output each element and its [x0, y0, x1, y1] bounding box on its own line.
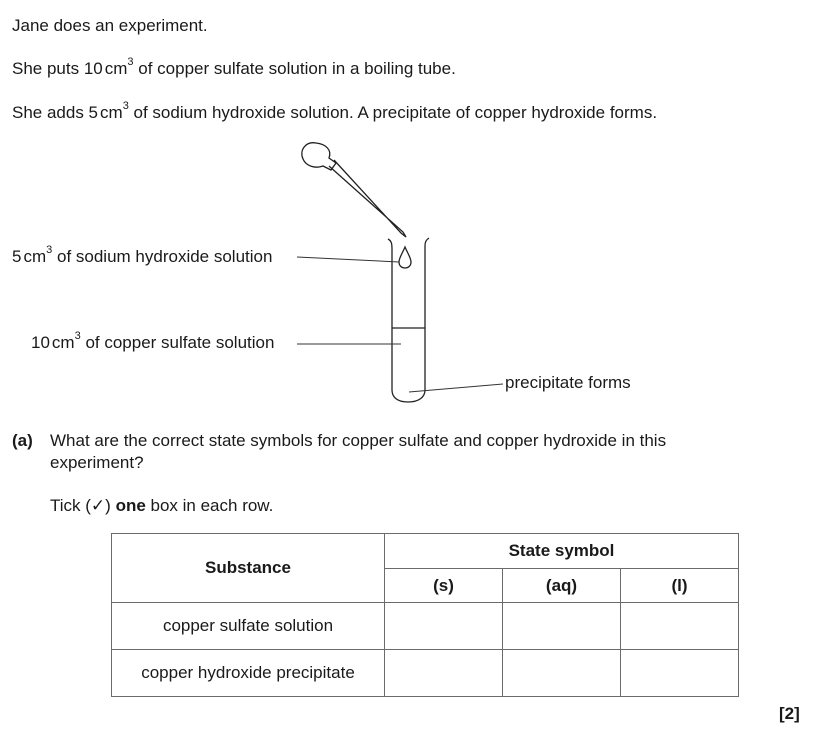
- column-header-s: (s): [385, 569, 503, 603]
- intro-line-2: [12, 56, 456, 79]
- table-row-copper-hydroxide: [112, 650, 739, 697]
- column-header-aq: (aq): [503, 569, 621, 603]
- intro-line-2-sup: 3: [127, 56, 134, 69]
- question-text-line-1: What are the correct state symbols for copper sulfate and copper hydroxide in this: [50, 431, 667, 450]
- marks-label: [2]: [779, 704, 800, 723]
- drop: [399, 247, 411, 268]
- intro-line-2-unit: cm: [104, 59, 128, 78]
- label-naoh-amount: 5: [12, 247, 22, 266]
- leader-line-naoh: [297, 257, 399, 262]
- state-symbol-table: [111, 533, 739, 697]
- tick-box-copper-hydroxide-s[interactable]: [385, 650, 503, 697]
- intro-line-1: Jane does an experiment.: [12, 16, 208, 35]
- tick-box-copper-hydroxide-l[interactable]: [621, 650, 739, 697]
- tick-box-copper-sulfate-l[interactable]: [621, 603, 739, 650]
- question-text-line-2: experiment?: [50, 453, 144, 472]
- substance-copper-hydroxide: copper hydroxide precipitate: [112, 650, 385, 697]
- dropper-stem: [329, 160, 406, 237]
- instruction-mid: ): [105, 496, 116, 515]
- dropper-bulb: [302, 143, 336, 170]
- boiling-tube: [388, 238, 429, 402]
- tick-box-copper-sulfate-aq[interactable]: [503, 603, 621, 650]
- intro-line-3-unit: cm: [100, 103, 123, 122]
- label-naoh-sup: 3: [46, 244, 53, 257]
- tick-icon: ✓: [90, 496, 106, 515]
- instruction-one: one: [115, 496, 146, 515]
- tick-box-copper-sulfate-s[interactable]: [385, 603, 503, 650]
- intro-line-2-amount: She puts 10: [12, 59, 103, 78]
- substance-header: Substance: [112, 534, 385, 603]
- intro-line-3-amount: She adds 5: [12, 103, 99, 122]
- intro-line-2-rest: of copper sulfate solution in a boiling tube.: [133, 59, 456, 78]
- intro-line-3: [12, 100, 658, 123]
- label-cuso4-rest: of copper sulfate solution: [80, 333, 275, 352]
- label-copper-sulfate: [31, 330, 275, 353]
- question-part-label: (a): [12, 431, 33, 450]
- intro-line-3-sup: 3: [122, 100, 129, 113]
- instruction-post: box in each row.: [145, 496, 274, 515]
- label-precipitate: precipitate forms: [505, 373, 631, 392]
- leader-line-precipitate: [409, 384, 503, 392]
- state-symbol-header: State symbol: [385, 534, 739, 569]
- table-row-copper-sulfate: [112, 603, 739, 650]
- label-cuso4-sup: 3: [74, 330, 81, 343]
- label-naoh-unit: cm: [23, 247, 47, 266]
- label-cuso4-amount: 10: [31, 333, 50, 352]
- column-header-l: (l): [621, 569, 739, 603]
- question-instruction: [50, 496, 273, 516]
- instruction-pre: Tick (: [50, 496, 91, 515]
- apparatus-diagram: [0, 130, 820, 420]
- tick-box-copper-hydroxide-aq[interactable]: [503, 650, 621, 697]
- label-sodium-hydroxide: [12, 244, 273, 267]
- intro-line-3-rest: of sodium hydroxide solution. A precipitate of copper hydroxide forms.: [128, 103, 658, 122]
- label-cuso4-unit: cm: [51, 333, 75, 352]
- substance-copper-sulfate: copper sulfate solution: [112, 603, 385, 650]
- label-naoh-rest: of sodium hydroxide solution: [52, 247, 273, 266]
